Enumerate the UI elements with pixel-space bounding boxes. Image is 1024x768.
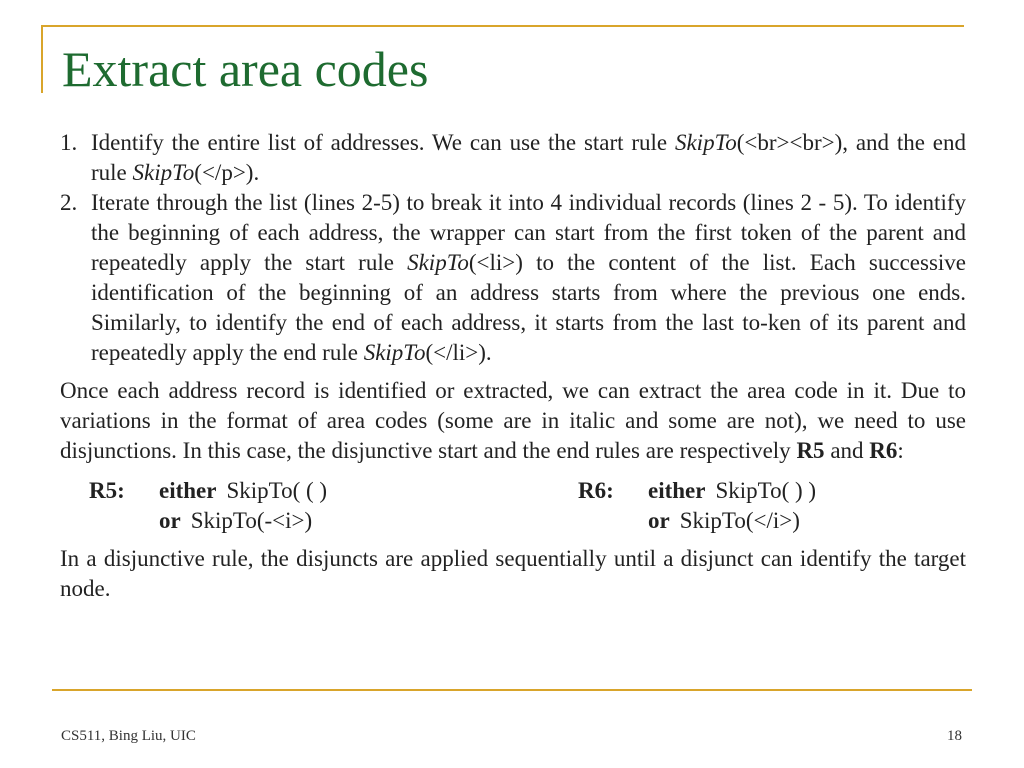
r6-reference: R6 xyxy=(869,438,898,463)
rule-either-line xyxy=(89,476,578,506)
step-text: (</li>). xyxy=(425,340,492,365)
paragraph-text: : xyxy=(897,438,904,463)
either-keyword: either xyxy=(159,478,217,503)
rule-label: R5: xyxy=(89,478,125,503)
disjunct-paragraph: In a disjunctive rule, the disjuncts are applied sequentially until a disjunct can identify the target node. xyxy=(60,546,966,601)
top-gold-rule xyxy=(41,25,964,27)
r5-reference: R5 xyxy=(796,438,825,463)
page-number: 18 xyxy=(947,728,962,744)
either-keyword: either xyxy=(648,478,706,503)
rule-or-line xyxy=(578,506,909,536)
rule-expression: SkipTo( ( ) xyxy=(226,478,328,503)
steps-list xyxy=(60,128,966,368)
step-text: (</p>). xyxy=(194,160,260,185)
rule-expression: SkipTo(-<i>) xyxy=(190,508,313,533)
step-text: (<br><br>), and the end rule xyxy=(91,130,966,185)
rule-r5 xyxy=(89,476,578,536)
skipto-keyword: SkipTo xyxy=(132,160,195,185)
rules-block xyxy=(89,476,909,536)
step-text: Identify the entire list of addresses. We can use the start rule xyxy=(91,130,675,155)
step-text: (<li>) to the content of the list. Each successive identification of the beginning of an address starts from where the previous one ends. Similarly, to identify the end of each address, it starts from the last to-ken of its parent and repeatedly apply the end rule xyxy=(91,250,966,365)
disjunction-paragraph xyxy=(60,376,966,466)
bottom-gold-rule xyxy=(52,689,972,691)
rule-expression: SkipTo( ) ) xyxy=(715,478,817,503)
rule-label-spacer xyxy=(89,506,159,536)
slide-title: Extract area codes xyxy=(62,41,429,97)
step-item-2 xyxy=(60,188,966,368)
footer-course-label: CS511, Bing Liu, UIC xyxy=(61,728,196,744)
rule-label: R6: xyxy=(578,478,614,503)
step-text: Iterate through the list (lines 2-5) to break it into 4 individual records (lines 2 - 5). To identify the beginning of each address, the wrapper can start from the first token of the parent and repeatedly apply the start rule xyxy=(91,190,966,275)
step-number: 2. xyxy=(60,190,78,215)
paragraph-text: Once each address record is identified or extracted, we can extract the area code in it. Due to variations in the format of area codes (some are in italic and some are not), we need to use disjunctions. In this case, the disjunctive start and the end rules are respectively xyxy=(60,378,966,463)
rule-r6 xyxy=(578,476,909,536)
rule-label-spacer xyxy=(578,506,648,536)
rule-expression: SkipTo(</i>) xyxy=(679,508,800,533)
step-number: 1. xyxy=(60,130,78,155)
left-gold-rule xyxy=(41,25,43,93)
step-item-1 xyxy=(60,128,966,188)
slide-body xyxy=(60,128,966,604)
skipto-keyword: SkipTo xyxy=(363,340,426,365)
paragraph-text: and xyxy=(824,438,870,463)
rule-either-line xyxy=(578,476,909,506)
skipto-keyword: SkipTo xyxy=(674,130,737,155)
rule-or-line xyxy=(89,506,578,536)
or-keyword: or xyxy=(159,508,181,533)
skipto-keyword: SkipTo xyxy=(407,250,469,275)
or-keyword: or xyxy=(648,508,670,533)
